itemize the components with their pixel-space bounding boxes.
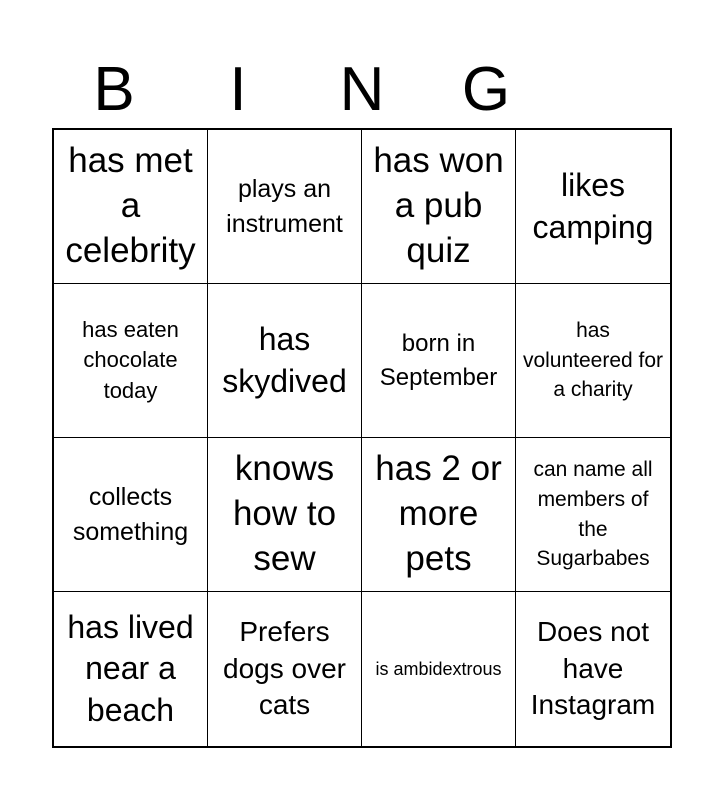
bingo-cell-text: has volunteered for a charity [522,318,664,402]
bingo-cell[interactable] [516,592,670,746]
bingo-cell[interactable] [516,284,670,438]
header-letter-g: G [461,55,511,124]
bingo-cell[interactable] [54,130,208,284]
header-letter-i: I [229,55,247,124]
bingo-card [52,128,672,748]
bingo-cell-text: has met a celebrity [65,141,196,270]
header-letter-b: B [93,55,135,124]
bingo-cell-text: can name all members of the Sugarbabes [533,457,653,571]
bingo-cell[interactable] [516,438,670,592]
bingo-cell-text: has 2 or more pets [375,449,502,578]
bingo-cell[interactable] [362,438,516,592]
header-letter-n: N [339,55,385,124]
bingo-cell-text: Does not have Instagram [530,616,656,721]
bingo-cell-text: Prefers dogs over cats [223,616,346,721]
bingo-cell[interactable] [54,592,208,746]
bingo-cell-text: has skydived [222,320,347,399]
bingo-cell[interactable] [362,130,516,284]
bingo-cell-text: likes camping [532,166,654,245]
bingo-cell-text: collects something [72,482,189,546]
bingo-cell-text: born in September [379,330,498,391]
bingo-cell-text: plays an instrument [226,174,343,238]
bingo-cell[interactable] [208,284,362,438]
bingo-cell[interactable] [54,284,208,438]
bingo-cell-text: has eaten chocolate today [82,316,179,403]
bingo-cell-text: has lived near a beach [67,608,194,728]
bingo-cell-text: knows how to sew [232,449,337,578]
bingo-header [52,52,672,128]
bingo-cell[interactable] [208,130,362,284]
bingo-cell[interactable] [208,438,362,592]
bingo-cell-text: is ambidextrous [375,658,502,679]
bingo-cell[interactable] [516,130,670,284]
bingo-cell-text: has won a pub quiz [373,141,504,270]
bingo-cell[interactable] [362,592,516,746]
bingo-cell[interactable] [54,438,208,592]
bingo-cell[interactable] [208,592,362,746]
bingo-cell[interactable] [362,284,516,438]
